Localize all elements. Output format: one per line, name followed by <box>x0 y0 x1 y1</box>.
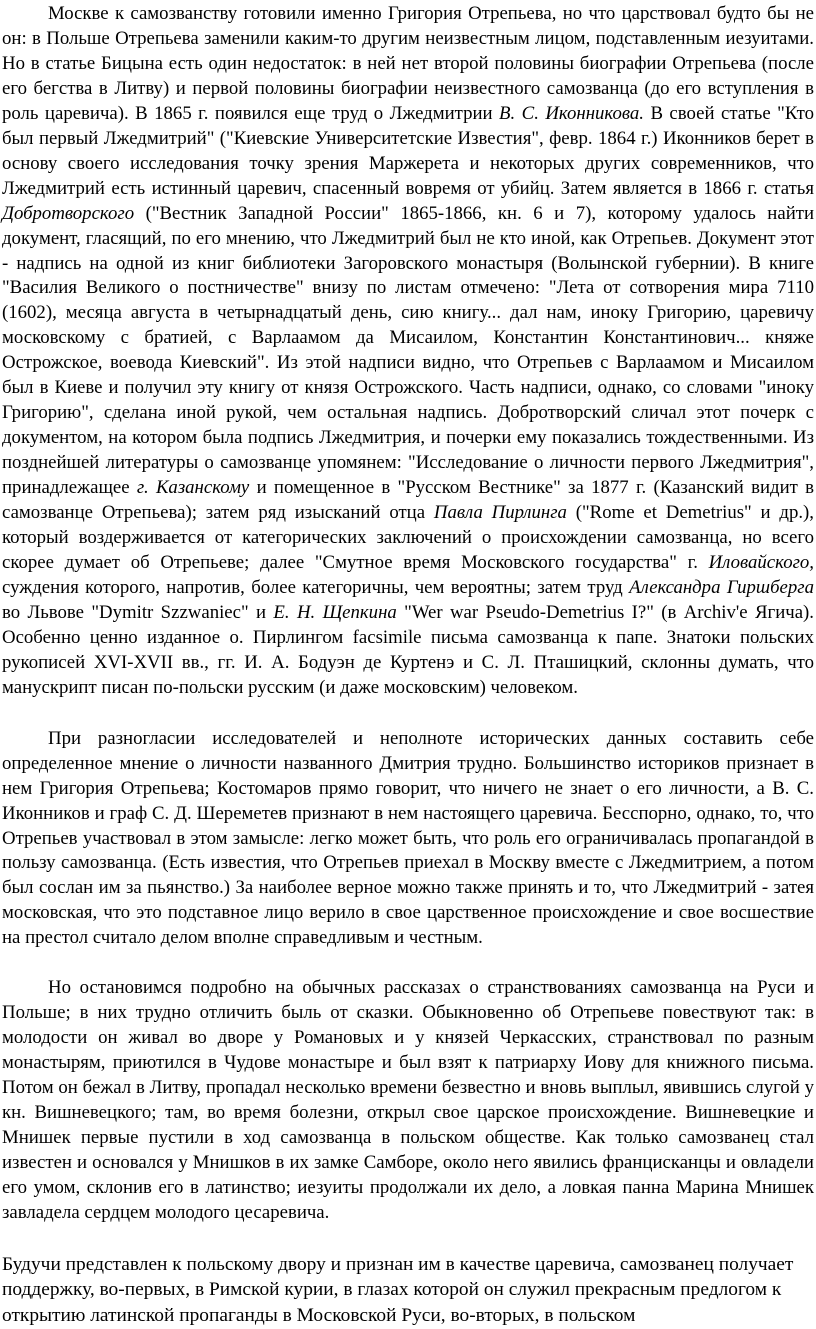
text-run: ("Rome et Demetrius" и др.), который воздерживается от категорических заключений о происхождении самозванца, но всего скорее думает об Отрепьеве; далее "Смутное время Московского государства" г. <box>2 502 815 573</box>
text-run: суждения которого, напротив, более категоричны, чем вероятны; затем труд <box>2 576 630 598</box>
paragraph-3 <box>2 976 814 1226</box>
paragraph-spacer <box>2 701 816 727</box>
paragraph-1 <box>2 2 814 701</box>
italic-name-run: Е. Н. Щепкина <box>273 601 397 623</box>
paragraph-spacer <box>2 1226 816 1252</box>
italic-name-run: г. Казанскому <box>136 477 250 499</box>
text-run: ("Вестник Западной России" 1865-1866, кн. 6 и 7), которому удалось найти документ, гласящий, по его мнению, что Лжедмитрий был не кто иной, как Отрепьев. Документ этот - надпись на одной из книг библиотеки Загоровского монастыря (Волынской губернии). В книге "Василия Великого о постничестве" внизу по листам отмечено: "Лета от сотворения мира 7110 (1602), месяца августа в четырнадцатый день, сию книгу... дал нам, иноку Григорию, царевичу московскому с братией, с Варлаамом да Мисаилом, Константин Константинович... княже Острожское, воевода Киевский". Из этой надписи видно, что Отрепьев с Варлаамом и Мисаилом был в Киеве и получил эту книгу от князя Острожского. Часть надписи, однако, со словами "иноку Григорию", сделана иной рукой, чем остальная надпись. Добротворский сличал этот почерк с документом, на котором была подпись Лжедмитрия, и почерки ему показались тождественными. Из позднейшей литературы о самозванце упомянем: "Исследование о личности первого Лжедмитрия", принадлежащее <box>2 202 814 499</box>
text-run: При разногласии исследователей и неполноте исторических данных составить себе определенное мнение о личности названного Дмитрия трудно. Большинство историков признает в нем Григория Отрепьева; Костомаров прямо говорит, что ничего не знает о его личности, а В. С. Иконников и граф С. Д. Шереметев признают в нем настоящего царевича. Бесспорно, однако, то, что Отрепьев участвовал в этом замысле: легко может быть, что роль его ограничивалась пропагандой в пользу самозванца. (Есть известия, что Отрепьев приехал в Москву вместе с Лжедмитрием, а потом был сослан им за пьянство.) За наиболее верное можно также принять и то, что Лжедмитрий - затея московская, что это подставное лицо верило в свое царственное происхождение и свое восшествие на престол считало делом вполне справедливым и честным. <box>2 727 814 949</box>
text-run: "Wer war Pseudo-Demetrius I?" (в Archiv'е Ягича). Особенно ценно изданное о. Пирлингом facsimile письма самозванца к папе. Знатоки польских рукописей XVI-XVII вв., гг. И. А. Бодуэн де Куртенэ и С. Л. Пташицкий, склонны думать, что манускрипт писан по-польски русским (и даже московским) человеком. <box>2 601 814 698</box>
italic-name-run: Павла Пирлинга <box>433 502 567 524</box>
italic-name-run: Добротворского <box>2 202 135 224</box>
italic-name-run: В. С. Иконникова. <box>499 102 644 124</box>
text-run: В своей статье "Кто был первый Лжедмитрий" ("Киевские Университетские Известия", февр. 1864 г.) Иконников берет в основу своего исследования точку зрения Маржерета и некоторых других современников, что Лжедмитрий есть истинный царевич, спасенный вовремя от убийц. Затем является в 1866 г. статья <box>2 102 814 199</box>
italic-name-run: Александра Гиршберга <box>629 576 814 598</box>
italic-name-run: Иловайского, <box>708 551 814 573</box>
text-run: Будучи представлен к польскому двору и признан им в качестве царевича, самозванец получает поддержку, во-первых, в Римской курии, в глазах которой он служил прекрасным предлогом к открытию латинской пропаганды в Московской Руси, во-вторых, в польском <box>2 1253 794 1326</box>
text-run: Москве к самозванству готовили именно Григория Отрепьева, но что царствовал будто бы не он: в Польше Отрепьева заменили каким-то другим неизвестным лицом, подставленным иезуитами. Но в статье Бицына есть один недостаток: в ней нет второй половины биографии Отрепьева (после его бегства в Литву) и первой половины биографии неизвестного самозванца (до его вступления в роль царевича). В 1865 г. появился еще труд о Лжедмитрии <box>2 3 814 124</box>
text-run: во Львове "Dymitr Szzwaniec" и <box>2 601 274 623</box>
paragraph-4 <box>2 1252 814 1329</box>
text-run: и помещенное в "Русском Вестнике" за 1877 г. (Казанский видит в самозванце Отрепьева); затем ряд изысканий отца <box>2 477 814 524</box>
paragraph-spacer <box>2 951 816 976</box>
paragraph-2 <box>2 727 814 952</box>
text-run: Но остановимся подробно на обычных рассказах о странствованиях самозванца на Руси и Польше; в них трудно отличить быль от сказки. Обыкновенно об Отрепьеве повествуют так: в молодости он живал во дворе у Романовых и у князей Черкасских, странствовал по разным монастырям, приютился в Чудове монастыре и был взят к патриарху Иову для книжного письма. Потом он бежал в Литву, пропадал несколько времени безвестно и вновь выплыл, явившись слугой у кн. Вишневецкого; там, во время болезни, открыл свое царское происхождение. Вишневецкие и Мнишек первые пустили в ход самозванца в польском обществе. Как только самозванец стал известен и основался у Мнишков в их замке Самборе, около него явились францисканцы и овладели его умом, склонив его в латинство; иезуиты продолжали их дело, а ловкая панна Марина Мнишек завладела сердцем молодого цесаревича. <box>2 977 814 1223</box>
